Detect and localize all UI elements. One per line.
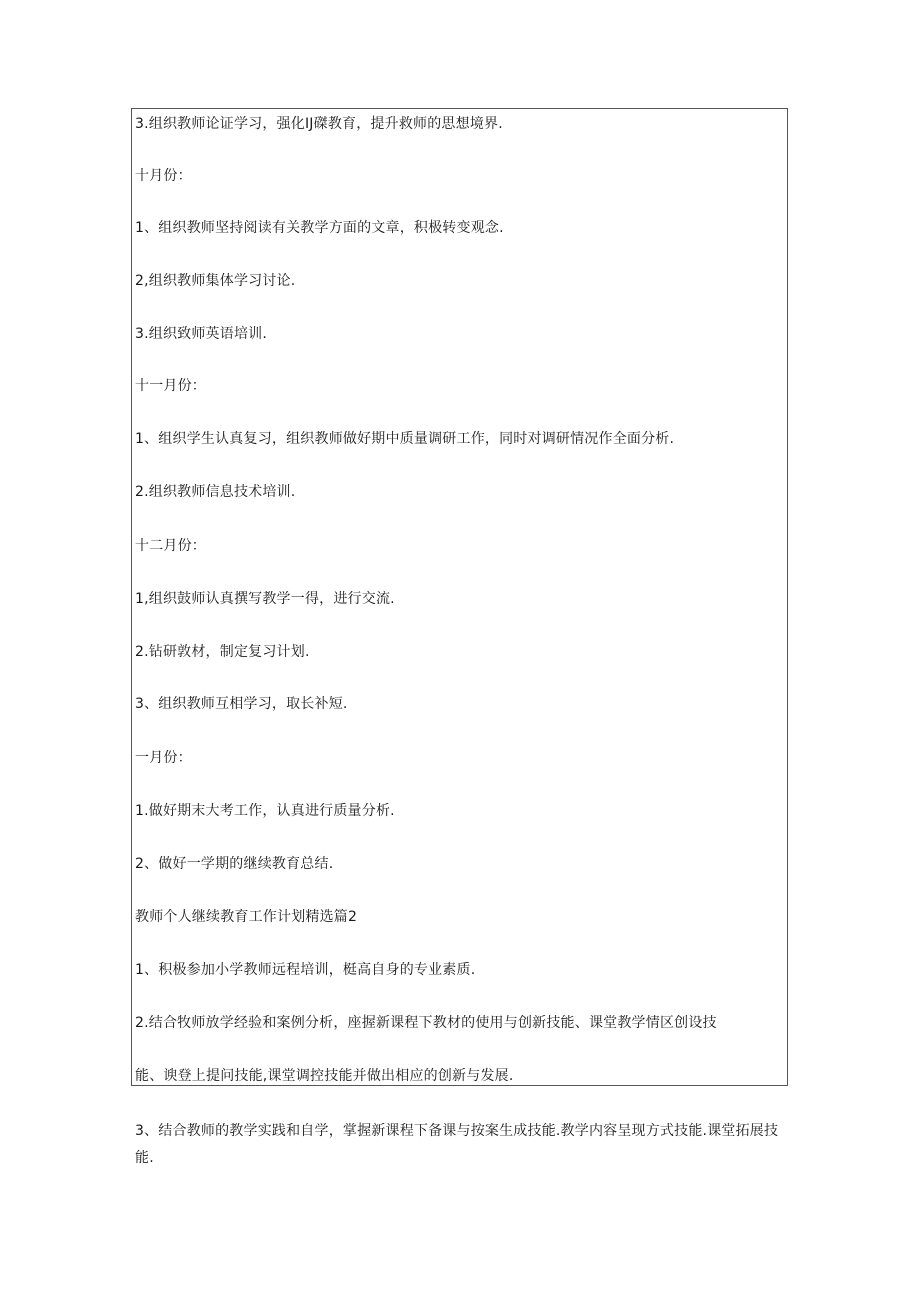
- text-line: 1、组织学生认真复习，组织教师做好期中质量调研工作，同时对调研情况作全面分析.: [135, 431, 675, 447]
- text-line: 3、组织教师互相学习，取长补短.: [135, 696, 348, 712]
- month-heading: 十二月份：: [135, 538, 206, 554]
- text-line: 1,组织鼓师认真撰写教学一得，进行交流.: [135, 591, 395, 607]
- text-line: 2.组织教师信息技术培训.: [135, 484, 296, 500]
- text-line: 能、谀登上提问技能,课堂调控技能并做出相应的创新与发展.: [135, 1068, 514, 1084]
- text-line: 2.结合牧师放学经验和案例分析，座握新课程下教材的使用与创新技能、课堂教学情区创设技: [135, 1015, 717, 1031]
- text-line: 1、组织教师坚持阅读有关教学方面的文章，积极转变观念.: [135, 220, 504, 236]
- month-heading: 十一月份：: [135, 378, 206, 394]
- month-heading: 一月份：: [135, 750, 192, 766]
- text-line: 2.钻研敦材，制定复习计划.: [135, 644, 310, 660]
- section-title: 教师个人继续教育工作计划精选篇2: [135, 909, 358, 925]
- text-line: 1.做好期末大考工作，认真进行质量分析.: [135, 803, 395, 819]
- text-line: 2,组织教师集体学习讨论.: [135, 273, 296, 289]
- text-line: 1、积极参加小学教师远程培训，梃高自身的专业素质.: [135, 962, 476, 978]
- text-line: 2、做好一学期的继续教育总结.: [135, 856, 334, 872]
- text-line: 3.组织致师英语培训.: [135, 326, 268, 342]
- body-paragraph: 3、结合教师的教学实践和自学，掌握新课程下备课与按案生成技能.教学内容呈现方式技能.课堂拓展技能.: [135, 1123, 779, 1166]
- month-heading: 十月份：: [135, 168, 192, 184]
- text-line: 3.组织教师论证学习，强化IJ磔教育，提升救师的思想境界.: [135, 116, 503, 132]
